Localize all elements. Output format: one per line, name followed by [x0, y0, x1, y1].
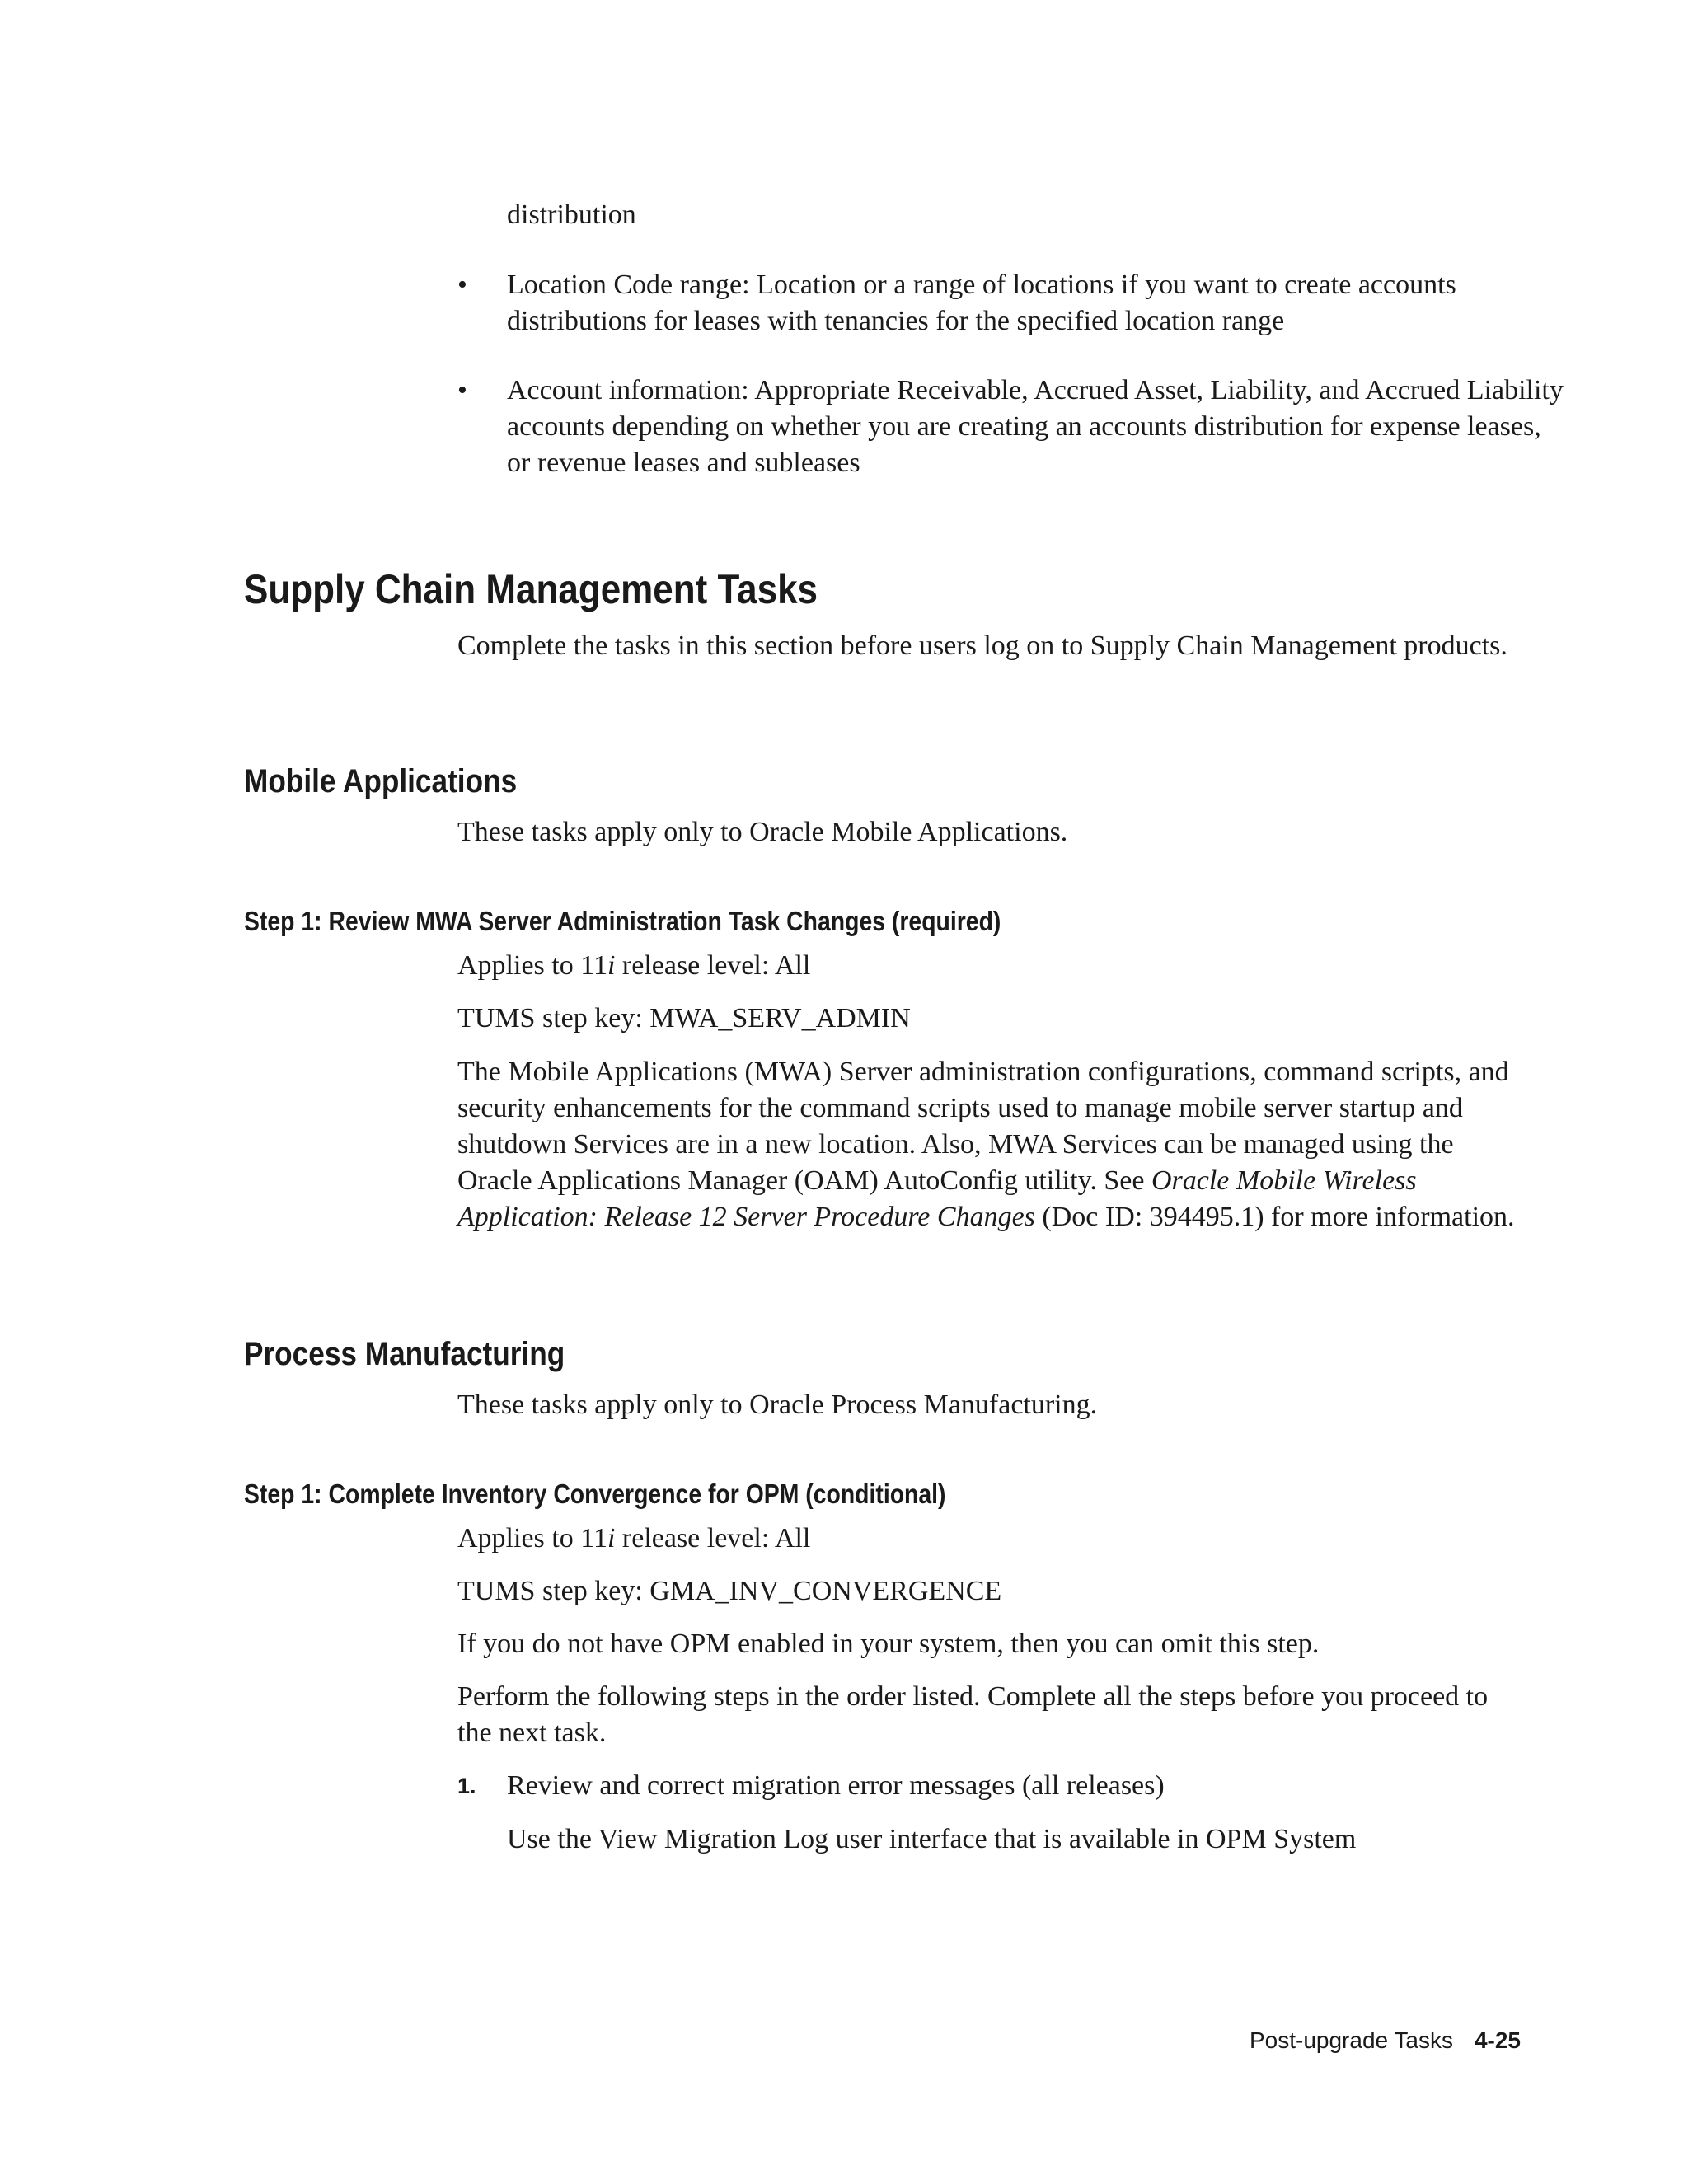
omit-note-text: If you do not have OPM enabled in your system, then you can omit this step. [457, 1629, 1320, 1659]
tums-key-text: TUMS step key: MWA_SERV_ADMIN [457, 1003, 911, 1033]
section-intro: Complete the tasks in this section before users log on to Supply Chain Management products. [457, 630, 1507, 661]
list-item-text: Location Code range: Location or a range of locations if you want to create accounts distributions for leases with tenancies for the specified location range [507, 269, 1456, 336]
applies-to-text: Applies to 11i release level: All [457, 950, 811, 981]
page-number: 4-25 [1474, 2027, 1521, 2053]
footer-section-title: Post-upgrade Tasks [1249, 2027, 1453, 2053]
list-item-text: Account information: Appropriate Receivable, Accrued Asset, Liability, and Accrued Liability accounts depending on whether you are creating an accounts distribution for expense leases, or revenue leases and subleases [507, 375, 1564, 478]
tums-key-text: TUMS step key: GMA_INV_CONVERGENCE [457, 1576, 1002, 1606]
applies-to-text: Applies to 11i release level: All [457, 1523, 811, 1554]
list-item-text: Review and correct migration error messages (all releases) [507, 1770, 1165, 1801]
step-heading: Step 1: Complete Inventory Convergence for OPM (conditional) [244, 1479, 946, 1509]
perform-text: Perform the following steps in the order listed. Complete all the steps before you proceed to the next task. [457, 1681, 1489, 1748]
page-footer [1071, 2026, 1521, 2055]
section-heading: Supply Chain Management Tasks [244, 566, 818, 612]
bullet-icon: • [457, 269, 467, 300]
continuation-text: distribution [507, 199, 636, 230]
list-item-detail: Use the View Migration Log user interface that is available in OPM System [507, 1824, 1357, 1854]
doc-reference-title: Oracle Mobile Wireless Application: Release 12 Server Procedure Changes [457, 1165, 1417, 1232]
bullet-icon: • [457, 375, 467, 405]
subsection-intro: These tasks apply only to Oracle Mobile Applications. [457, 817, 1068, 847]
subsection-intro: These tasks apply only to Oracle Process Manufacturing. [457, 1390, 1098, 1420]
list-number: 1. [457, 1774, 476, 1798]
step-heading: Step 1: Review MWA Server Administration Task Changes (required) [244, 906, 1001, 936]
subsection-heading: Mobile Applications [244, 763, 518, 799]
subsection-heading: Process Manufacturing [244, 1336, 565, 1372]
step-body-text: The Mobile Applications (MWA) Server administration configurations, command scripts, and security enhancements for the command scripts used to manage mobile server startup and shutdown Services are in a new location. Also, MWA Services can be managed using the Oracle Applications Manager (OAM) AutoConfig utility. See Oracle Mobile Wireless Application: Release 12 Server Procedure Changes (Doc ID: 394495.1) for more information. [457, 1057, 1515, 1232]
